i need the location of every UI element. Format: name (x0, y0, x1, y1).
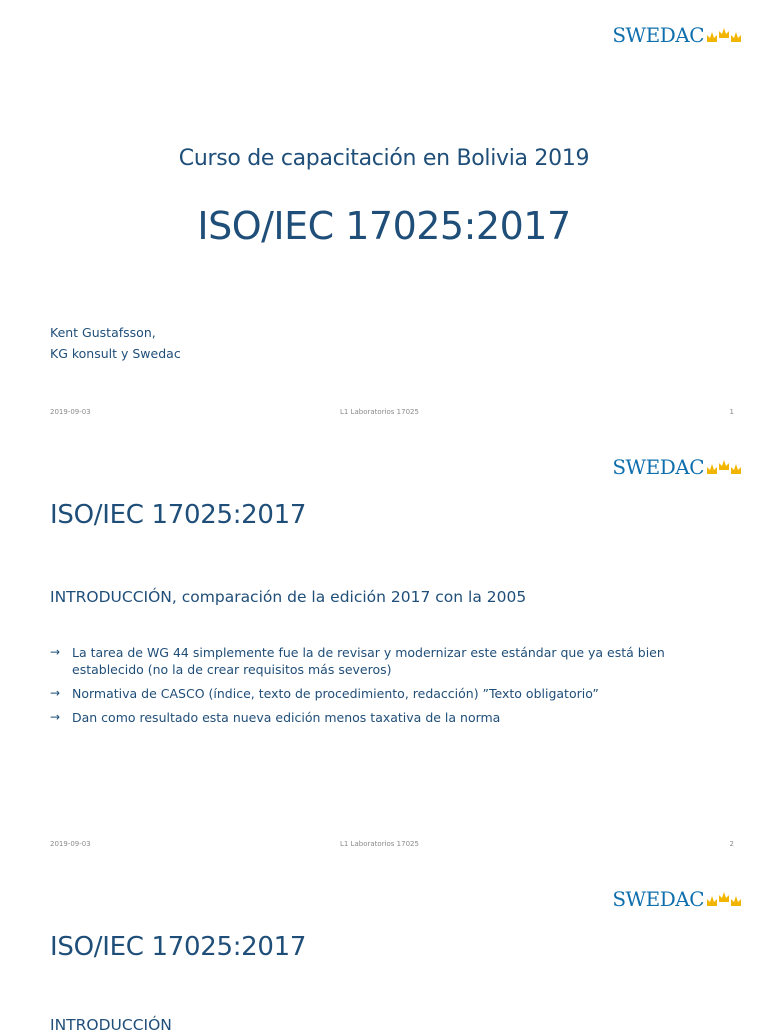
list-item (50, 709, 740, 726)
slide-3 (0, 864, 768, 1034)
slide-title: ISO/IEC 17025:2017 (197, 204, 571, 248)
slide-title: ISO/IEC 17025:2017 (50, 932, 307, 962)
crowns-icon (706, 890, 742, 908)
slide-1 (0, 0, 768, 432)
logo-text: SWEDAC (612, 23, 704, 47)
footer-page-number: 2 (729, 840, 734, 848)
slide-2 (0, 432, 768, 864)
footer-label: L1 Laboratorios 17025 (340, 840, 419, 848)
footer-date: 2019-09-03 (50, 408, 91, 416)
list-item (50, 685, 740, 702)
bullet-text: Normativa de CASCO (índice, texto de procedimiento, redacción) ”Texto obligatorio” (72, 686, 599, 701)
crowns-icon (706, 458, 742, 476)
slide-title: ISO/IEC 17025:2017 (50, 500, 307, 530)
arrow-right-icon: → (50, 710, 61, 724)
arrow-right-icon: → (50, 645, 61, 659)
footer-label: L1 Laboratorios 17025 (340, 408, 419, 416)
swedac-logo (612, 888, 742, 910)
author-name: Kent Gustafsson, (50, 325, 156, 340)
swedac-logo (612, 24, 742, 46)
swedac-logo (612, 456, 742, 478)
bullet-text: Dan como resultado esta nueva edición menos taxativa de la norma (72, 710, 501, 725)
bullet-text: La tarea de WG 44 simplemente fue la de revisar y modernizar este estándar que ya está bien establecido (no la de crear requisitos más severos) (72, 645, 665, 677)
arrow-right-icon: → (50, 686, 61, 700)
footer-date: 2019-09-03 (50, 840, 91, 848)
author-block (50, 322, 181, 364)
bullet-list (50, 644, 740, 733)
logo-text: SWEDAC (612, 887, 704, 911)
section-heading: INTRODUCCIÓN (50, 1016, 172, 1034)
slide-subtitle: Curso de capacitación en Bolivia 2019 (178, 146, 590, 171)
author-org: KG konsult y Swedac (50, 346, 181, 361)
footer-page-number: 1 (729, 408, 734, 416)
section-heading: INTRODUCCIÓN, comparación de la edición 2017 con la 2005 (50, 588, 527, 606)
logo-text: SWEDAC (612, 455, 704, 479)
list-item (50, 644, 740, 678)
crowns-icon (706, 26, 742, 44)
